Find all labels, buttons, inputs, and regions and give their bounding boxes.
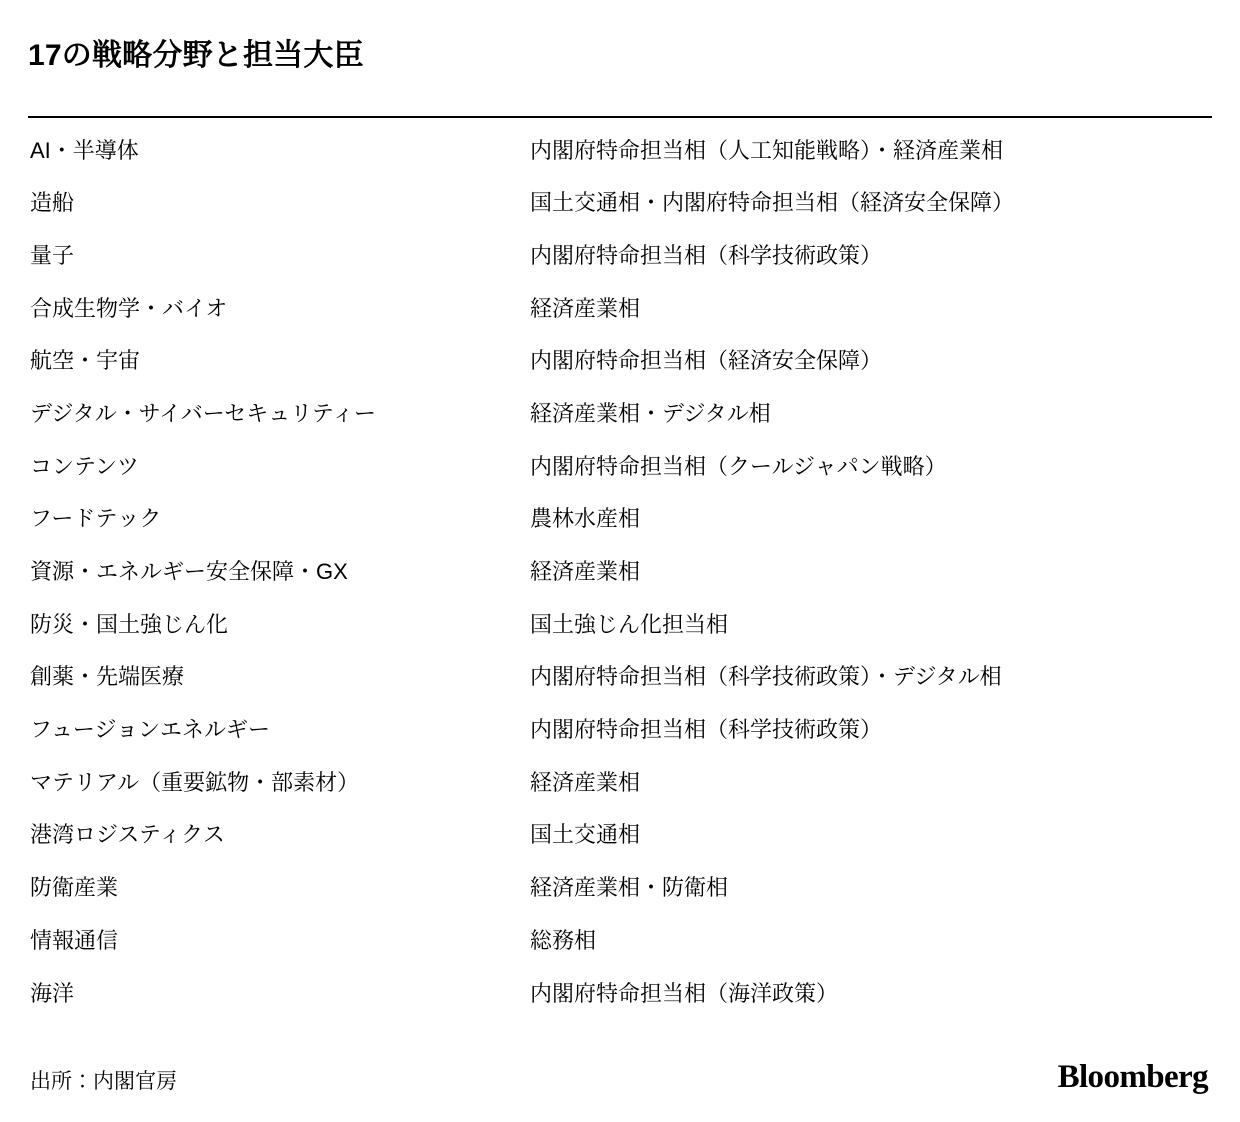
field-cell: フュージョンエネルギー (30, 717, 271, 743)
field-cell: 合成生物学・バイオ (30, 295, 228, 321)
field-cell: 防災・国土強じん化 (30, 611, 229, 637)
table-row (28, 756, 1212, 809)
table-row (28, 546, 1212, 599)
minister-cell: 内閣府特命担当相（経済安全保障） (530, 348, 883, 374)
minister-cell: 内閣府特命担当相（科学技術政策） (530, 242, 883, 268)
minister-cell: 総務相 (530, 927, 597, 953)
table-row (28, 598, 1212, 651)
field-cell: 情報通信 (30, 927, 119, 953)
field-cell: 資源・エネルギー安全保障・GX (30, 559, 348, 584)
footer (28, 1061, 1212, 1122)
minister-cell: 内閣府特命担当相（クールジャパン戦略） (530, 453, 947, 479)
table-row (28, 967, 1212, 1020)
minister-cell: 経済産業相 (530, 769, 641, 795)
minister-cell: 経済産業相 (530, 295, 641, 321)
table-row (28, 651, 1212, 704)
field-cell: デジタル・サイバーセキュリティー (30, 400, 377, 426)
minister-cell: 経済産業相 (530, 559, 641, 584)
field-cell: 量子 (30, 242, 75, 268)
table-row (28, 387, 1212, 440)
field-cell: コンテンツ (30, 453, 139, 479)
table-row (28, 229, 1212, 282)
field-cell: 海洋 (30, 980, 75, 1006)
page-title: 17の戦略分野と担当大臣 (28, 39, 364, 72)
minister-cell: 国土交通相 (530, 822, 641, 848)
table-row (28, 440, 1212, 493)
table-row (28, 493, 1212, 546)
field-cell: 防衛産業 (30, 875, 119, 901)
minister-cell: 経済産業相・防衛相 (530, 875, 729, 901)
bloomberg-logo: Bloomberg (1057, 1059, 1208, 1095)
title-divider (28, 116, 1212, 118)
minister-cell: 国土交通相・内閣府特命担当相（経済安全保障） (530, 190, 1015, 216)
table-row (28, 914, 1212, 967)
field-cell: 創薬・先端医療 (30, 664, 185, 690)
field-cell: 造船 (30, 190, 75, 216)
minister-cell: 経済産業相・デジタル相 (530, 400, 771, 426)
strategy-table-body (28, 124, 1212, 1020)
strategy-table (28, 124, 1212, 1020)
minister-cell: 農林水産相 (530, 506, 641, 532)
table-row (28, 862, 1212, 915)
table-row (28, 124, 1212, 177)
minister-cell: 内閣府特命担当相（海洋政策） (530, 980, 839, 1006)
minister-cell: 内閣府特命担当相（科学技術政策）・デジタル相 (530, 664, 1002, 690)
field-cell: マテリアル（重要鉱物・部素材） (30, 769, 360, 795)
table-row (28, 335, 1212, 388)
minister-cell: 国土強じん化担当相 (530, 611, 729, 637)
table-row (28, 809, 1212, 862)
table-row (28, 282, 1212, 335)
table-row (28, 177, 1212, 230)
minister-cell: 内閣府特命担当相（人工知能戦略）・経済産業相 (530, 137, 1004, 163)
table-row (28, 704, 1212, 757)
source-note: 出所：内閣官房 (30, 1069, 177, 1093)
field-cell: AI・半導体 (30, 137, 139, 163)
field-cell: フードテック (30, 506, 162, 532)
minister-cell: 内閣府特命担当相（科学技術政策） (530, 717, 883, 743)
field-cell: 港湾ロジスティクス (30, 822, 225, 848)
field-cell: 航空・宇宙 (30, 348, 141, 374)
